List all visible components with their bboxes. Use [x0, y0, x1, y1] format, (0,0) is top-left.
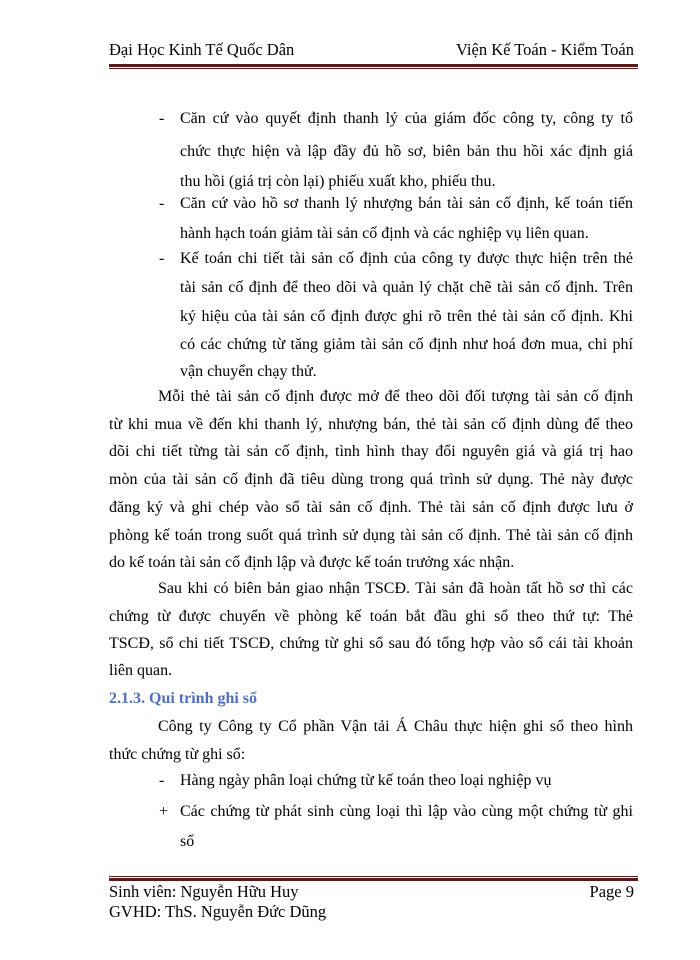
footer-line-1 [109, 882, 634, 902]
bullet-dash: - [159, 772, 165, 789]
text-line: chức thực hiện và lập đầy đủ hồ sơ, biên bản thu hồi xác định giá [180, 143, 633, 160]
text-line: vận chuyển chạy thử. [180, 363, 317, 380]
page-number: Page 9 [589, 882, 634, 901]
text-line: mòn của tài sản cố định đã tiêu dùng trong quá trình sử dụng. Thẻ này được [109, 471, 633, 488]
text-line: do kế toán tài sản cố định lập và được kế toán trưởng xác nhận. [109, 554, 515, 571]
text-line: liên quan. [109, 662, 173, 679]
bullet-dash: - [159, 250, 165, 267]
bullet-dash: - [159, 110, 165, 127]
text-line: Kế toán chi tiết tài sản cố định của công ty được thực hiện trên thẻ [180, 250, 633, 267]
text-line: Căn cứ vào quyết định thanh lý của giám đốc công ty, công ty tổ [180, 110, 633, 127]
footer-rule-thin [109, 876, 638, 877]
text-line: hành hạch toán giảm tài sản cố định và các nghiệp vụ liên quan. [180, 225, 589, 242]
footer-line-2 [109, 902, 634, 922]
text-line: TSCĐ, sổ chi tiết TSCĐ, chứng từ ghi sổ sau đó tổng hợp vào sổ cái tài khoản [109, 635, 633, 652]
text-line: thu hồi (giá trị còn lại) phiếu xuất kho, phiếu thu. [180, 173, 496, 190]
text-line: dõi chi tiết từng tài sản cố định, tình hình thay đổi nguyên giá và giá trị hao [109, 443, 633, 460]
text-line: đăng ký và ghi chép vào sổ tài sản cố định. Thẻ tài sản cố định được lưu ở [109, 499, 633, 516]
text-line: Căn cứ vào hồ sơ thanh lý nhượng bán tài sản cố định, kế toán tiến [180, 195, 633, 212]
text-line: chứng từ được chuyển về phòng kế toán bắt đầu ghi sổ theo thứ tự: Thẻ [109, 608, 633, 625]
text-line: Mỗi thẻ tài sản cố định được mở để theo dõi đối tượng tài sản cố định [158, 388, 633, 405]
bullet-dash: - [159, 195, 165, 212]
document-body [109, 0, 634, 960]
bullet-plus: + [159, 803, 169, 820]
section-heading: 2.1.3. Qui trình ghi sổ [109, 690, 258, 707]
text-line: Sau khi có biên bản giao nhận TSCĐ. Tài sản đã hoàn tất hồ sơ thì các [158, 580, 633, 597]
footer-student: Sinh viên: Nguyễn Hữu Huy [109, 882, 299, 901]
header-university: Đại Học Kinh Tế Quốc Dân [109, 40, 295, 59]
text-line: có các chứng từ tăng giảm tài sản cố định như hoá đơn mua, chi phí [180, 336, 633, 353]
text-line: phòng kế toán trong suốt quá trình sử dụng tài sản cố định. Thẻ tài sản cố định [109, 527, 633, 544]
header-institute: Viện Kế Toán - Kiểm Toán [455, 40, 634, 59]
text-line: Công ty Công ty Cổ phần Vận tải Á Châu thực hiện ghi sổ theo hình [158, 718, 633, 735]
text-line: từ khi mua về đến khi thanh lý, nhượng bán, thẻ tài sản cố định dùng để theo [109, 416, 633, 433]
footer-advisor: GVHD: ThS. Nguyễn Đức Dũng [109, 902, 327, 921]
text-line: tài sản cố định để theo dõi và quản lý chặt chẽ tài sản cố định. Trên [180, 279, 633, 296]
text-line: thức chứng từ ghi sổ: [109, 746, 246, 763]
text-line: ký hiệu của tài sản cố định được ghi rõ trên thẻ tài sản cố định. Khi [180, 308, 633, 325]
text-line: Các chứng từ phát sinh cùng loại thì lập vào cùng một chứng từ ghi [180, 803, 633, 820]
text-line: Hàng ngày phân loại chứng từ kế toán theo loại nghiệp vụ [180, 772, 552, 789]
footer-rule [109, 878, 638, 881]
text-line: sổ [180, 833, 195, 850]
